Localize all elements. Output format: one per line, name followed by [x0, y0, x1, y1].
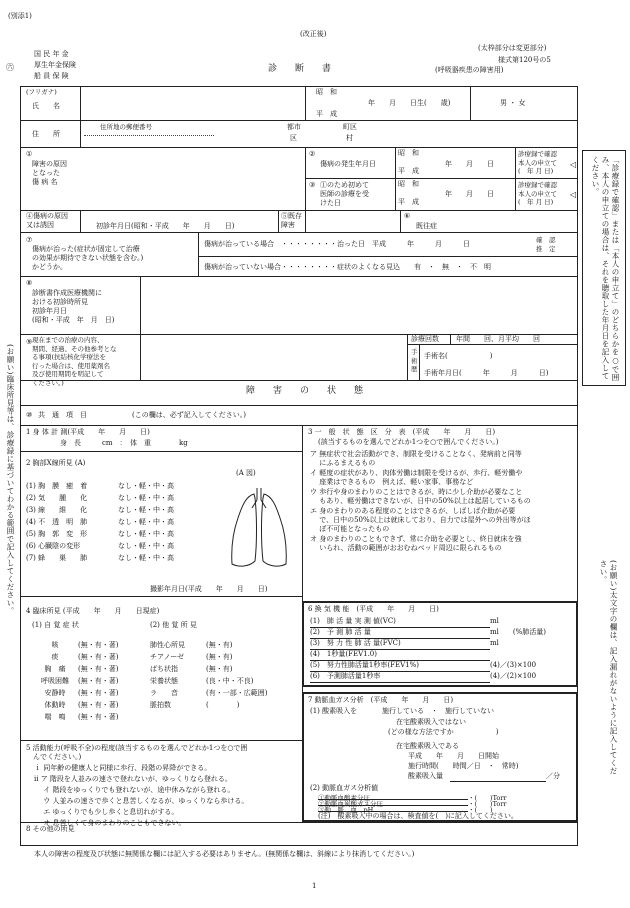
birth-date[interactable]: 年 月 日生( 歳): [368, 99, 451, 107]
arrow-left-icon-2: ◁: [570, 190, 577, 199]
oxygen-time[interactable]: 施行時間( 時間／日 ・ 常時): [408, 762, 519, 770]
s3-confirm[interactable]: 診療録で確認 本人の申立て ( 年 月 日): [518, 181, 557, 206]
s1-label: 障害の原因 となった 傷 病 名: [32, 160, 67, 186]
objective-item: [150, 689, 267, 701]
activity-option[interactable]: ｉ 同年齢の健康人と同様に歩行、段階の昇降ができる。: [34, 764, 212, 772]
general-option[interactable]: ウ 歩行や身のまわりのことはできるが、時に少し介助が必要なこと もあり、軽労働はできないが、日中の50%以上は起居しているもの: [310, 488, 531, 505]
activity-option[interactable]: エ ゆっくりでも少し歩くと息切れがする。: [34, 808, 179, 816]
visit-count-label: 診療回数: [411, 335, 439, 343]
subjective-item: [32, 689, 118, 701]
activity-option[interactable]: オ 息苦しくて身のまわりのこともできない。: [34, 819, 186, 827]
s10-label: 共 通 項 目: [38, 411, 87, 419]
s4-date[interactable]: 初診年月日(昭和・平成 年 月 日): [96, 222, 235, 230]
left-side-note: (お願い)臨床所見等は、診療録に基づいてわかる範囲で記入してください。: [6, 344, 15, 615]
treatment-field[interactable]: [144, 338, 402, 376]
ventilation-value[interactable]: [460, 617, 490, 628]
era-heisei: 平 成: [316, 110, 337, 118]
s3-label: ①のため初めて 医師の診療を受 けた日: [320, 181, 369, 207]
objective-item: [150, 641, 267, 653]
oxygen-amount-unit: ／分: [546, 772, 560, 780]
stamp-mark: ㊅: [6, 63, 14, 72]
s2-date[interactable]: 年 月 日: [445, 160, 494, 168]
gas-value[interactable]: ・( )Torr: [468, 794, 507, 802]
name-label: 氏 名: [32, 102, 60, 110]
town-label: 町区: [343, 123, 357, 131]
ventilation-unit: (4)／(2)×100: [490, 672, 537, 680]
ventilation-label: (5) 努力性肺活量1秒率(FEV1%): [310, 661, 460, 672]
subjective-title: (1) 自 覚 症 状: [32, 621, 79, 629]
activity-title: 5 活動能力(呼吸不全)の程度(該当するものを選んでどれか1つを○で囲 んでください。): [26, 744, 248, 761]
s2-num: ②: [309, 150, 316, 158]
xray-item: [26, 542, 174, 554]
xray-item-options[interactable]: なし・軽・中・高: [118, 554, 174, 562]
xray-item-label: (3) 線 維 化: [26, 506, 88, 514]
ventilation-title: 6 換 気 機 能 (平成 年 月 日): [308, 605, 439, 613]
subjective-label: 喘 鳴: [44, 713, 66, 721]
objective-label: 栄養状態: [150, 677, 178, 685]
s9-label: 現在までの治療の内容、 期間、経過、その他参考とな る事項(抗結核化学療法を 行った場合は、使用薬剤名 及び使用期間を明記して ください。): [32, 336, 117, 387]
insurer-3: 船 員 保 険: [34, 72, 69, 80]
footer-note: 本人の障害の程度及び状態に無関係な欄には記入する必要はありません。(無関係な欄は、斜線により抹消してください。): [34, 850, 415, 858]
objective-item: [150, 665, 267, 677]
bold-note: (太枠部分は変更部分): [478, 44, 547, 52]
gas-value[interactable]: ・( ): [468, 806, 493, 814]
s3-date[interactable]: 年 月 日: [445, 190, 494, 198]
lung-diagram-icon: [224, 486, 294, 574]
ventilation-unit: ml: [490, 639, 499, 647]
xray-figure-label: (A 図): [236, 469, 256, 477]
xray-item-options[interactable]: なし・軽・中・高: [118, 482, 174, 490]
surgery-history-label: 手 術 歴: [411, 348, 418, 373]
clinical-title: 4 臨床所見 (平成 年 月 日現症): [26, 607, 160, 615]
objective-item: [150, 701, 267, 713]
xray-item: [26, 482, 174, 494]
oxygen-options[interactable]: 施行している ・ 施行していない: [382, 707, 494, 715]
ventilation-unit: ml: [490, 617, 499, 625]
ventilation-item: [310, 672, 546, 683]
subjective-item: [32, 713, 118, 725]
xray-item: [26, 494, 174, 506]
oxygen-label: (1) 酸素吸入を: [310, 707, 358, 715]
district-label: 区: [290, 134, 297, 142]
insurer-1: 国 民 年 金: [34, 50, 69, 58]
objective-label: ばち状指: [150, 665, 178, 673]
annex-label: (別添1): [8, 12, 32, 20]
objective-value[interactable]: (良・中・不良): [206, 677, 254, 685]
objective-value[interactable]: ( ): [206, 701, 240, 709]
s3-era: 昭 和 平 成: [398, 180, 419, 206]
xray-date[interactable]: 撮影年月日(平成 年 月 日): [150, 585, 268, 593]
insurer-2: 厚生年金保険: [34, 61, 76, 69]
ventilation-label: (3) 努 力 性 肺 活 量(FVC): [310, 639, 460, 650]
era-showa: 昭 和: [316, 88, 337, 96]
objective-title: (2) 他 覚 所 見: [150, 621, 197, 629]
subjective-item: [32, 701, 118, 713]
gas-value[interactable]: ・( )Torr: [468, 800, 507, 808]
xray-title: 2 胸部X線所見 (A): [26, 459, 86, 467]
s3-num: ③: [309, 181, 316, 189]
xray-item-label: (6) 心臓陰の変形: [26, 542, 81, 550]
ventilation-label: (4) 1秒量(FEV1.0): [310, 650, 460, 661]
objective-label: チアノーゼ: [150, 653, 185, 661]
oxygen-amount-label: 酸素吸入量: [408, 772, 443, 780]
xray-item: [26, 506, 174, 518]
ventilation-item: [310, 617, 546, 628]
ventilation-item: [310, 639, 546, 650]
page-number: 1: [312, 882, 317, 890]
disability-header: 障 害 の 状 態: [246, 386, 364, 396]
subjective-value[interactable]: (無・有・著): [78, 689, 119, 697]
xray-item-options[interactable]: なし・軽・中・高: [118, 530, 174, 538]
xray-item-options[interactable]: なし・軽・中・高: [118, 494, 174, 502]
objective-item: [150, 677, 267, 689]
form-subtitle: (呼吸器疾患の障害用): [435, 66, 504, 74]
ventilation-value[interactable]: [460, 650, 490, 661]
s8-label: 診断書作成医療機関に おける初診時所見 初診年月日 (昭和・平成 年 月 日): [32, 289, 115, 324]
cured-option[interactable]: 確 認 推 定: [536, 236, 556, 253]
subjective-value[interactable]: (無・有・著): [78, 701, 119, 709]
subjective-item: [32, 653, 118, 665]
gas-note: (注) 酸素吸入中の場合は、検査値を( )に記入してください。: [318, 812, 518, 820]
subjective-item: [32, 641, 118, 653]
gas-label: ①動脈血酸素分圧: [318, 794, 468, 800]
surgery-name[interactable]: 手術名( ): [424, 352, 493, 360]
activity-items: [34, 764, 248, 830]
s6-text: 既往症: [416, 222, 437, 230]
subjective-value[interactable]: (無・有・著): [78, 713, 119, 721]
xray-item-options[interactable]: なし・軽・中・高: [118, 542, 174, 550]
right-bottom-note: (お願い)太文字の欄は、記入漏れがないように記入してください。: [599, 560, 618, 775]
ventilation-label: (1) 肺 活 量 実 測 値(VC): [310, 617, 460, 628]
objective-value[interactable]: (無・有): [206, 641, 233, 649]
postal-label: 住所地の郵便番号: [100, 123, 152, 131]
objective-label: 脈拍数: [150, 701, 171, 709]
objective-value[interactable]: (無・有): [206, 653, 233, 661]
gas-values-title: (2) 動脈血ガス分析値: [310, 784, 379, 792]
arrow-left-icon: ◁: [570, 160, 577, 169]
cured-case[interactable]: 傷病が治っている場合 ・・・・・・・・治った日 平成 年 月 日: [204, 240, 470, 248]
gas-values: [318, 794, 507, 812]
ventilation-label: (2) 予 測 肺 活 量: [310, 628, 460, 639]
general-items: [310, 450, 531, 554]
name-field[interactable]: [84, 90, 302, 116]
s6-label: ⑥: [404, 212, 411, 220]
s2-era: 昭 和 平 成: [398, 149, 419, 175]
xray-item-options[interactable]: なし・軽・中・高: [118, 518, 174, 526]
s10-note: (この欄は、必ず記入してください。): [132, 411, 246, 419]
sex-selector[interactable]: 男 ・ 女: [500, 99, 526, 107]
subjective-label: 呼吸困難: [41, 677, 69, 685]
ventilation-item: [310, 661, 546, 672]
other-findings-field[interactable]: [80, 826, 570, 842]
ventilation-value[interactable]: [460, 672, 490, 683]
activity-option[interactable]: ウ 人並みの速さで歩くと息苦しくなるが、ゆっくりなら歩ける。: [34, 797, 249, 805]
visit-count[interactable]: 年間 回、月平均 回: [456, 335, 540, 343]
gas-label: ③動 脈 血 pH: [318, 806, 468, 812]
gas-label: ②動脈血炭酸ガス分圧: [318, 800, 468, 806]
form-title: 診 断 書: [268, 64, 332, 74]
objective-label: ラ 音: [150, 689, 178, 697]
subjective-value[interactable]: (無・有・著): [78, 677, 119, 685]
ventilation-item: [310, 650, 546, 661]
xray-item: [26, 554, 174, 566]
village-label: 村: [346, 134, 353, 142]
form-number: 様式第120号の5: [498, 56, 551, 64]
s5-label: ⑤既存 障害: [281, 212, 302, 229]
ventilation-items: [310, 617, 546, 683]
ventilation-unit: (4)／(3)×100: [490, 661, 537, 669]
xray-item: [26, 518, 174, 530]
other-findings-title: 8 その他の所見: [26, 825, 75, 833]
activity-option[interactable]: イ 階段をゆっくりでも登れないが、途中休みながら登れる。: [34, 786, 235, 794]
xray-item-options[interactable]: なし・軽・中・高: [118, 506, 174, 514]
xray-item-label: (7) 蜂 巣 肺: [26, 554, 88, 562]
body-measure[interactable]: 身 長 cm ： 体 重 kg: [60, 439, 188, 447]
home-oxygen[interactable]: 在宅酸素吸入である: [396, 742, 459, 750]
subjective-label: 安静時: [44, 689, 66, 697]
furigana-label: (フリガナ): [26, 88, 57, 96]
objective-item: [150, 653, 267, 665]
oxygen-start[interactable]: 平成 年 月 日開始: [408, 752, 499, 760]
subjective-item: [32, 677, 118, 689]
objective-value[interactable]: (無・有): [206, 665, 233, 673]
s4-label: ④傷病の原因 又は誘因: [26, 212, 68, 229]
subjective-value[interactable]: (無・有・著): [78, 665, 119, 673]
s2-label: 傷病の発生年月日: [320, 160, 376, 168]
xray-item-label: (4) 不 透 明 肺: [26, 518, 88, 526]
general-option[interactable]: ア 無症状で社会活動ができ、制限を受けることなく、発病前と同等 にふるまえるもの: [310, 450, 522, 467]
ventilation-value[interactable]: [460, 639, 490, 650]
activity-option[interactable]: ii ア 階段を人並みの速さで登れないが、ゆっくりなら登れる。: [34, 775, 232, 783]
diagnosis-field[interactable]: [90, 152, 300, 206]
subjective-label: 胸 痛: [44, 665, 66, 673]
subjective-label: 体動時: [44, 701, 66, 709]
body-measure-title: 1 身 体 計 測(平成 年 月 日): [26, 428, 150, 436]
s7-num: ⑦: [26, 236, 33, 244]
objective-value[interactable]: (有・一部・広範囲): [206, 689, 268, 697]
xray-items: [26, 482, 174, 566]
s2-confirm[interactable]: 診療録で確認 本人の申立て ( 年 月 日): [518, 150, 557, 175]
subjective-value[interactable]: (無・有・著): [78, 641, 119, 649]
right-top-note: 「診療録で確認」または「本人の申立て」のどちらかを○で囲み、本人の申立ての場合は、それを聴取した年月日を記入してください。: [591, 156, 620, 382]
objective-items: [150, 641, 267, 713]
ventilation-value[interactable]: [460, 661, 490, 672]
ventilation-value[interactable]: [460, 628, 490, 639]
revised-label: (改正後): [300, 30, 327, 38]
s9-num: ⑨: [26, 338, 33, 346]
general-note: (該当するものを選んでどれか1つを○で囲んでください。): [318, 438, 499, 446]
ventilation-unit: ml (%肺活量): [490, 628, 546, 636]
address-label: 住 所: [32, 130, 60, 138]
home-oxygen-method[interactable]: (どの様な方法ですか ): [388, 728, 499, 736]
general-option[interactable]: エ 身のまわりのある程度のことはできるが、しばしば介助が必要 で、日中の50%以上は就床しており、自力では屋外への外出等がほ ぼ不可能となったもの: [310, 507, 531, 533]
s10-num: ⑩: [26, 411, 33, 419]
general-title: 3 一 般 状 態 区 分 表 (平成 年 月 日): [308, 428, 496, 436]
s1-num: ①: [26, 150, 33, 158]
xray-item-label: (1) 胸 膜 癒 着: [26, 482, 88, 490]
subjective-items: [32, 641, 118, 725]
general-option[interactable]: イ 軽度の症状があり、肉体労働は制限を受けるが、歩行、軽労働や 座業はできるもの 例えば、軽い家事、事務など: [310, 469, 523, 486]
general-option[interactable]: オ 身のまわりのこともできず、常に介助を必要とし、終日就床を強 いられ、活動の範囲がおおむねベッド周辺に限られるもの: [310, 535, 522, 552]
not-cured-case[interactable]: 傷病が治っていない場合・・・・・・・・症状のよくなる見込 有 ・ 無 ・ 不 明: [204, 263, 491, 271]
blood-gas-title: 7 動脈血ガス分析 (平成 年 月 日): [308, 696, 454, 704]
ventilation-label: (6) 予測肺活量1秒率: [310, 672, 460, 683]
subjective-value[interactable]: (無・有・著): [78, 653, 119, 661]
home-oxygen-not[interactable]: 在宅酸素吸入ではない: [396, 718, 466, 726]
subjective-label: 痰: [51, 653, 59, 661]
first-exam-field[interactable]: [144, 280, 574, 330]
objective-label: 肺性心所見: [150, 641, 185, 649]
pref-city-label: 都市: [287, 123, 301, 131]
xray-item: [26, 530, 174, 542]
s8-num: ⑧: [26, 279, 33, 287]
xray-item-label: (5) 胸 郭 変 形: [26, 530, 88, 538]
s7-label: 傷病が治った(症状が固定して治療 の効果が期待できない状態を含む。) かどうか。: [32, 245, 144, 271]
subjective-item: [32, 665, 118, 677]
ventilation-item: [310, 628, 546, 639]
xray-item-label: (2) 気 腫 化: [26, 494, 88, 502]
address-field[interactable]: [372, 124, 572, 144]
surgery-date[interactable]: 手術年月日( 年 月 日): [424, 369, 549, 377]
subjective-label: 咳: [51, 641, 59, 649]
